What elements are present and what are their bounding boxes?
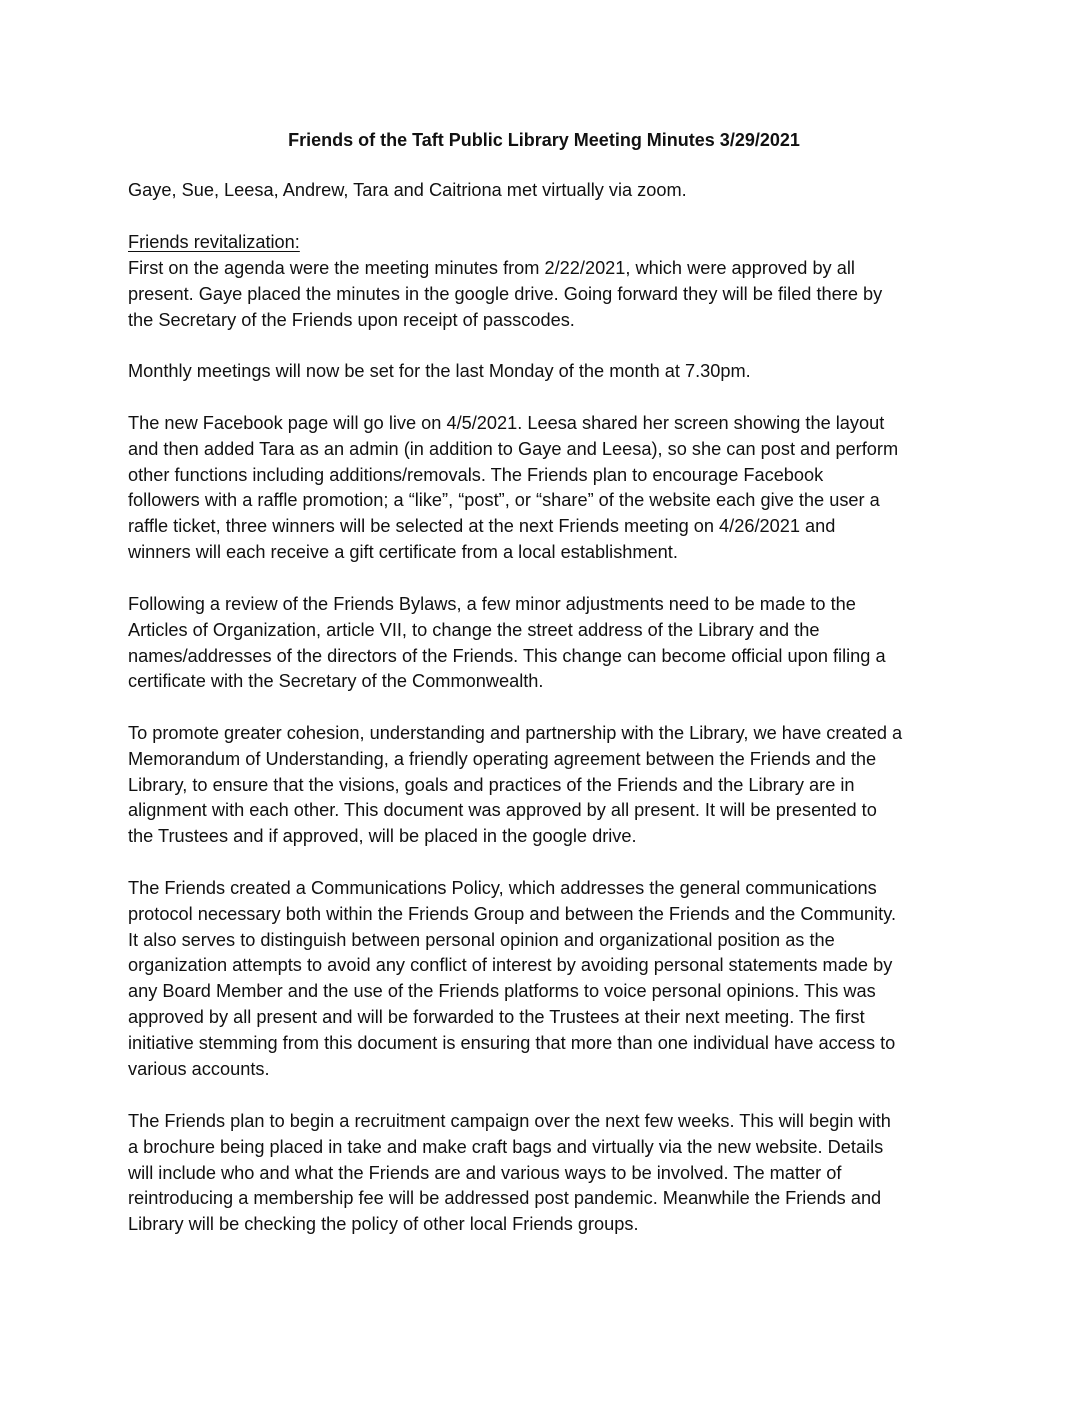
text-line: Monthly meetings will now be set for the last Monday of the month at 7.30pm.: [128, 361, 751, 381]
text-line: various accounts.: [128, 1058, 270, 1079]
text-line: and then added Tara as an admin (in addition to Gaye and Leesa), so she can post and perform: [128, 438, 899, 459]
text-line: Articles of Organization, article VII, to change the street address of the Library and the: [128, 619, 820, 640]
text-line: present. Gaye placed the minutes in the google drive. Going forward they will be filed there by: [128, 283, 883, 304]
section-heading: Friends revitalization:: [128, 232, 300, 252]
text-line: raffle ticket, three winners will be selected at the next Friends meeting on 4/26/2021 and: [128, 516, 836, 537]
text-line: any Board Member and the use of the Friends platforms to voice personal opinions. This was: [128, 981, 876, 1002]
text-line: The Friends created a Communications Policy, which addresses the general communications: [128, 878, 877, 898]
paragraph-communications-policy: [128, 876, 968, 1082]
text-line: other functions including additions/removals. The Friends plan to encourage Facebook: [128, 464, 824, 485]
paragraph-recruitment: [128, 1109, 968, 1238]
text-line: First on the agenda were the meeting minutes from 2/22/2021, which were approved by all: [128, 258, 855, 278]
page-title: Friends of the Taft Public Library Meeting Minutes 3/29/2021: [288, 130, 800, 150]
text-line: Library, to ensure that the visions, goals and practices of the Friends and the Library are in: [128, 774, 855, 795]
text-line: winners will each receive a gift certificate from a local establishment.: [128, 541, 678, 562]
text-line: reintroducing a membership fee will be addressed post pandemic. Meanwhile the Friends and: [128, 1188, 882, 1209]
paragraph-minutes-approval: [128, 256, 968, 333]
text-line: followers with a raffle promotion; a “like”, “post”, or “share” of the website each give the user a: [128, 490, 880, 511]
text-line: names/addresses of the directors of the Friends. This change can become official upon filing a: [128, 645, 886, 666]
text-line: a brochure being placed in take and make craft bags and virtually via the new website. Details: [128, 1136, 884, 1157]
text-line: It also serves to distinguish between personal opinion and organizational position as the: [128, 929, 835, 950]
text-line: approved by all present and will be forwarded to the Trustees at their next meeting. The first: [128, 1006, 865, 1027]
paragraph-bylaws: [128, 592, 968, 695]
text-line: will include who and what the Friends are and various ways to be involved. The matter of: [128, 1162, 842, 1183]
text-line: alignment with each other. This document was approved by all present. It will be presented to: [128, 800, 877, 821]
text-line: the Trustees and if approved, will be placed in the google drive.: [128, 826, 637, 847]
text-line: initiative stemming from this document is ensuring that more than one individual have access to: [128, 1032, 896, 1053]
text-line: The new Facebook page will go live on 4/5/2021. Leesa shared her screen showing the layout: [128, 413, 885, 433]
paragraph-monthly-meetings: [128, 359, 968, 385]
attendance-line: Gaye, Sue, Leesa, Andrew, Tara and Caitriona met virtually via zoom.: [128, 180, 687, 200]
text-line: protocol necessary both within the Friends Group and between the Friends and the Community.: [128, 903, 896, 924]
text-line: The Friends plan to begin a recruitment campaign over the next few weeks. This will begin with: [128, 1111, 891, 1131]
paragraph-facebook-page: [128, 411, 968, 566]
text-line: Following a review of the Friends Bylaws, a few minor adjustments need to be made to the: [128, 594, 856, 614]
paragraph-memorandum: [128, 721, 968, 850]
text-line: To promote greater cohesion, understanding and partnership with the Library, we have created a: [128, 723, 903, 743]
text-line: the Secretary of the Friends upon receipt of passcodes.: [128, 309, 575, 330]
text-line: organization attempts to avoid any conflict of interest by avoiding personal statements made by: [128, 955, 893, 976]
text-line: Library will be checking the policy of other local Friends groups.: [128, 1214, 639, 1235]
text-line: certificate with the Secretary of the Commonwealth.: [128, 671, 544, 692]
text-line: Memorandum of Understanding, a friendly operating agreement between the Friends and the: [128, 748, 877, 769]
